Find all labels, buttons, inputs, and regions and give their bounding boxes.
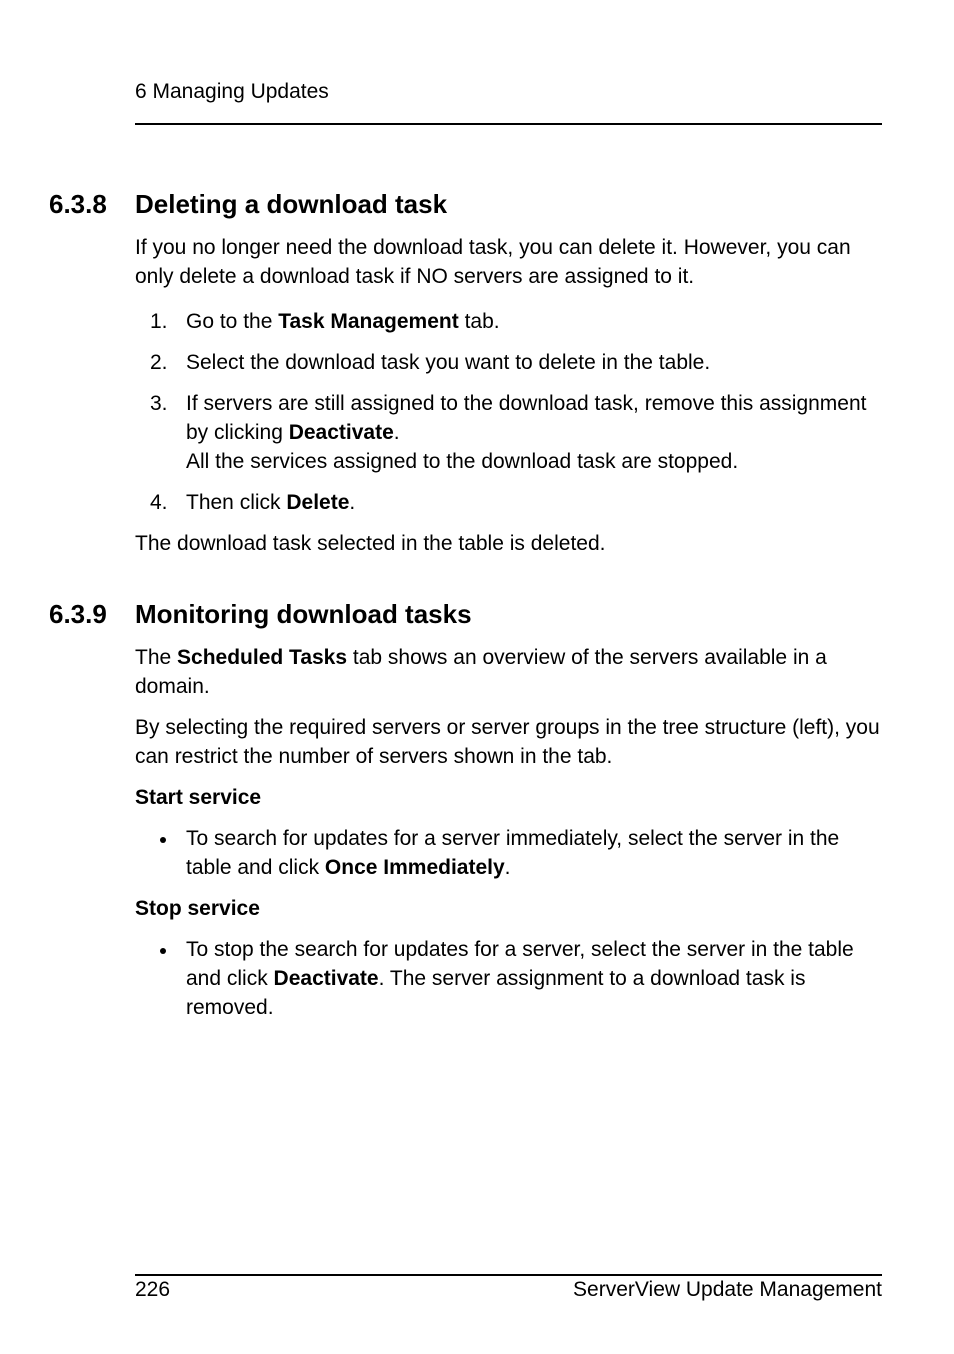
paragraph-text: tab shows an overview of the servers available in a domain. bbox=[135, 646, 827, 698]
step-item bbox=[150, 488, 882, 517]
filter-paragraph: By selecting the required servers or server groups in the tree structure (left), you can restrict the number of servers shown in the tab. bbox=[135, 716, 880, 768]
step-text: tab. bbox=[458, 310, 500, 333]
paragraph-text: The bbox=[135, 646, 178, 669]
section-heading bbox=[0, 186, 954, 222]
section-number: 6.3.8 bbox=[49, 189, 107, 219]
product-name: ServerView Update Management bbox=[573, 1278, 882, 1301]
bullet-text: . bbox=[504, 856, 511, 879]
step-result-text: All the services assigned to the download task are stopped. bbox=[186, 450, 739, 473]
ui-term-once-immediately: Once Immediately bbox=[324, 856, 505, 879]
start-service-list bbox=[0, 824, 954, 882]
bullet-icon bbox=[160, 837, 166, 843]
ui-term-task-management: Task Management bbox=[278, 310, 459, 333]
ui-term-deactivate: Deactivate bbox=[273, 967, 379, 990]
stop-service-list bbox=[0, 935, 954, 1022]
section-heading bbox=[0, 596, 954, 632]
header-rule bbox=[135, 123, 882, 125]
step-item bbox=[150, 389, 882, 476]
ui-term-deactivate: Deactivate bbox=[288, 421, 394, 444]
step-number: 3. bbox=[150, 392, 168, 415]
overview-paragraph bbox=[135, 643, 882, 701]
stop-service-label: Stop service bbox=[135, 897, 260, 920]
step-text: Then click bbox=[186, 491, 287, 514]
section-number: 6.3.9 bbox=[49, 599, 107, 629]
step-number: 2. bbox=[150, 351, 168, 374]
section-title: Deleting a download task bbox=[135, 189, 448, 219]
section-title: Monitoring download tasks bbox=[135, 599, 472, 629]
bullet-text: To stop the search for updates for a server, select the server in the table and click bbox=[186, 938, 854, 990]
page-number: 226 bbox=[135, 1278, 171, 1301]
list-item bbox=[186, 935, 882, 1022]
ui-term-delete: Delete bbox=[286, 491, 350, 514]
step-text: Go to the bbox=[186, 310, 279, 333]
step-text: Select the download task you want to delete in the table. bbox=[186, 351, 711, 374]
list-item bbox=[186, 824, 882, 882]
step-number: 1. bbox=[150, 310, 168, 333]
section-deleting-download-task bbox=[0, 186, 954, 558]
step-text: . bbox=[349, 491, 356, 514]
ui-term-scheduled-tasks: Scheduled Tasks bbox=[177, 646, 348, 669]
step-item bbox=[150, 307, 882, 336]
step-text: . bbox=[393, 421, 400, 444]
bullet-icon bbox=[160, 948, 166, 954]
step-item bbox=[150, 348, 882, 377]
bullet-text: To search for updates for a server immediately, select the server in the table and click bbox=[186, 827, 840, 879]
running-header: 6 Managing Updates bbox=[135, 80, 329, 103]
result-paragraph: The download task selected in the table is deleted. bbox=[135, 532, 606, 555]
step-text: If servers are still assigned to the download task, remove this assignment by clicking bbox=[186, 392, 867, 444]
steps-list bbox=[0, 307, 954, 517]
section-monitoring-download-tasks bbox=[0, 596, 954, 1022]
step-number: 4. bbox=[150, 491, 168, 514]
bullet-text: . The server assignment to a download task is removed. bbox=[186, 967, 806, 1019]
start-service-label: Start service bbox=[135, 786, 262, 809]
intro-paragraph: If you no longer need the download task, you can delete it. However, you can only delete a download task if NO servers are assigned to it. bbox=[135, 236, 851, 288]
